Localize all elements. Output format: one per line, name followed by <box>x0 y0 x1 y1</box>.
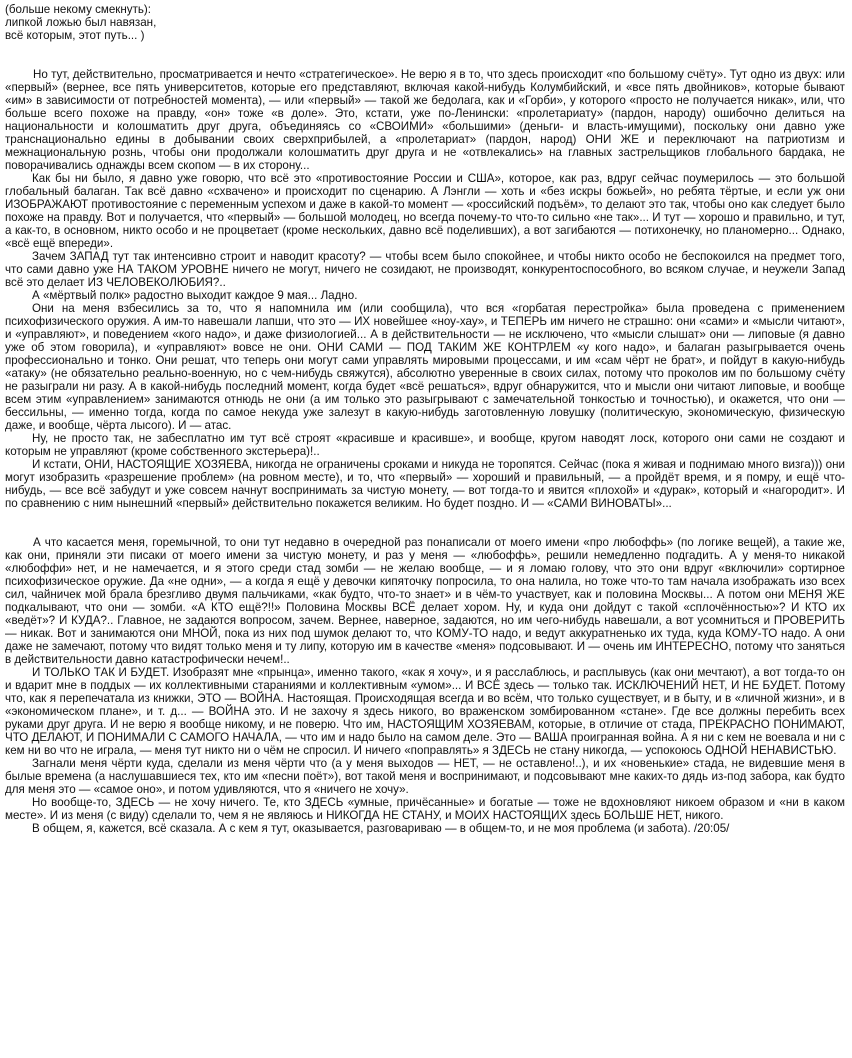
poem-line: (больше некому смекнуть): <box>5 3 152 16</box>
paragraph: Ну, не просто так, не забесплатно им тут всё строят «красивше и красивше», и вообще, кругом наводят лоск, которого они сами не создают и которым не управляют (кроме собственного экстерьера)!.. <box>5 432 845 458</box>
paragraph: В общем, я, кажется, всё сказала. А с кем я тут, оказывается, разговариваю — в общем-то, и не моя проблема (и забота). /20:05/ <box>32 822 730 835</box>
paragraph: Но тут, действительно, просматривается и нечто «стратегическое». Не верю я в то, что здесь происходит «по большому счёту». Тут одно из двух: или «первый» (вернее, все пять университетов, которые его представляют, включая какой-нибудь Колумбийский, и «все пять двойников», которые бывают «им» в зависимости от потребностей момента), — или «первый» — такой же бедолага, как и «Горби», у которого «просто не получается никак», или, что больше всего похоже на правду, «он» тоже «в доле». Это, кстати, уже по-Ленински: «пролетариату» (пардон, народу) ошибочно делиться на национальности и колошматить друг друга, объединяясь со «СВОИМИ» «большими» (деньги- и власть-имущими), поскольку они давно уже транснационально едины в добывании своих сверхприбылей, а «пролетариат» (пардон, народ) ОНИ ЖЕ и переключают на патриотизм и межнациональную рознь, чтобы они продолжали колошматить друг друга и не «отвлекались» на главных застрельщиков глобального бардака, не поворачивались однажды всем скопом — в их сторону... <box>5 68 845 172</box>
paragraph: И кстати, ОНИ, НАСТОЯЩИЕ ХОЗЯЕВА, никогда не ограничены сроками и никуда не торопятся. Сейчас (пока я живая и поднимаю много визга))) они могут изобразить «разрешение проблем» (на ровном месте), и то, что «первый» — хороший и правильный, — а пройдёт время, и я помру, и ещё что-нибудь, — все всё забудут и уже совсем начнут воспринимать за чистую монету, — вот тогда-то и явится «плохой» и «дурак», который и «нагородит». И по сравнению с ним нынешний «первый» действительно покажется великим. Но будет поздно. И — «САМИ ВИНОВАТЫ»... <box>5 458 845 510</box>
paragraph: Загнали меня чёрти куда, сделали из меня чёрти что (а у меня выходов — НЕТ, — не оставлено!..), и их «новенькие» стада, не видевшие меня в былые времена (а наслушавшиеся тех, кто им «песни поёт»), вот такой меня и воспринимают, и подсовывают мне каких-то дядь из-под забора, как будто для меня это — «самое оно», и потом удивляются, что я «ничего не хочу». <box>5 757 845 796</box>
paragraph: А «мёртвый полк» радостно выходит каждое 9 мая... Ладно. <box>32 289 358 302</box>
poem-line: всё которым, этот путь... ) <box>5 29 145 42</box>
poem-line: липкой ложью был навязан, <box>5 16 157 29</box>
paragraph: И ТОЛЬКО ТАК И БУДЕТ. Изобразят мне «прынца», именно такого, «как я хочу», и я расслаблюсь, и расплывусь (как они мечтают), а вот тогда-то он и вдарит мне в поддых — их коллективными стараниями и коллективным «умом»... И ВСЁ здесь — только так. ИСКЛЮЧЕНИЙ НЕТ, И НЕ БУДЕТ. Потому что, как я перепечатала из книжки, ЭТО — ВОЙНА. Настоящая. Происходящая всегда и во всём, что только существует, и в быту, и в «личной жизни», и в «экономическом плане», и т. д... — ВОЙНА это. И не захочу я здесь никого, во враженском зомбированном «стане». Где все должны перебить всех руками друг друга. И не верю я вообще никому, и не поверю. Что им, НАСТОЯЩИМ ХОЗЯЕВАМ, которые, в отличие от стада, ПРЕКРАСНО ПОНИМАЮТ, ЧТО ДЕЛАЮТ, И ПОНИМАЛИ С САМОГО НАЧАЛА, — что им и надо было на самом деле. Это — ВАША проигранная война. А я ни с кем не воевала и ни с кем ни во что не играла, — меня тут никто ни о чём не спросил. И ничего «поправлять» я ЗДЕСЬ не стану никогда, — успокоюсь ОДНОЙ НЕНАВИСТЬЮ. <box>5 666 845 757</box>
paragraph: А что касается меня, горемычной, то они тут недавно в очередной раз понаписали от моего имени «про любоффь» (по логике вещей), а такие же, как они, приняли эти писаки от моего имени за чистую монету, и раз у меня — «любоффь», решили немедленно подгадить. А у меня-то никакой «любоффи» нет, и не намечается, и я этого среди стад зомби — не желаю вообще, — и я ломаю голову, что это они вдруг «включили» сортирное психофизическое оружие. Да «не одни», — а когда я ещё у девочки кипяточку попросила, то она налила, но тоже что-то там начала изображать изо всех сил, чайничек мой брала брезгливо двумя пальчиками, «как будто, что-то знает» и в чём-то участвует, как и половина Москвы... А потом они МЕНЯ ЖЕ подкалывают, что они — зомби. «А КТО ещё?!!» Половина Москвы ВСЁ делает хором. Ну, и куда они дойдут с такой «сплочённостью»? И КТО их «ведёт»? И КУДА?.. Главное, не задаются вопросом, зачем. Вернее, наверное, задаются, но им чего-нибудь навешали, а вот усомниться и ПРОВЕРИТЬ — никак. Вот и занимаются они МНОЙ, пока из них под шумок делают то, что КОМУ-ТО надо, и ведут аккуратненько их туда, куда КОМУ-ТО надо. А они даже не замечают, потому что видят только меня и ту липу, которую им в качестве «меня» подсовывают. И — очень им ИНТЕРЕСНО, потому что заняться в действительности давно катастрофически нечем!.. <box>5 536 845 666</box>
paragraph: Зачем ЗАПАД тут так интенсивно строит и наводит красоту? — чтобы всем было спокойнее, и чтобы никто особо не беспокоился на предмет того, что сами давно уже НА ТАКОМ УРОВНЕ ничего не могут, ничего не созидают, не производят, конкурентоспособного, во всяком случае, и неужели Запад всё это делает ИЗ ЧЕЛОВЕКОЛЮБИЯ?.. <box>5 250 845 289</box>
paragraph: Но вообще-то, ЗДЕСЬ — не хочу ничего. Те, кто ЗДЕСЬ «умные, причёсанные» и богатые — тоже не вдохновляют никоем образом и «ни в каком месте». И из меня (с виду) сделали то, чем я не являюсь и НИКОГДА НЕ СТАНУ, и МОИХ НАСТОЯЩИХ здесь БОЛЬШЕ НЕТ, никого. <box>5 796 845 822</box>
paragraph: Как бы ни было, я давно уже говорю, что всё это «противостояние России и США», которое, как раз, вдруг сейчас поумерилось — это большой глобальный балаган. Так всё давно «схвачено» и происходит по сценарию. А Лэнгли — хоть и «без искры божьей», но ребята тёртые, и если уж они ИЗОБРАЖАЮТ противостояние с переменным успехом и даже в какой-то момент — «российский подъём», то делают это так, чтобы оно как следует было похоже на правду. Вот и получается, что «первый» — большой молодец, но всегда почему-то что-то сильно «не так»... И тут — хорошо и правильно, и тут, а как-то, в основном, никто особо и не процветает (кроме нескольких, давно всё поделивших), а вот загибаются — потихонечку, но планомерно... Однако, «всё ещё впереди». <box>5 172 845 250</box>
document <box>5 3 845 835</box>
paragraph: Они на меня взбесились за то, что я напомнила им (или сообщила), что вся «горбатая перестройка» была проведена с применением психофизического оружия. А им-то навешали лапши, что это — ИХ новейшее «ноу-хау», и ТЕПЕРЬ им ничего не страшно: они «сами» и «мысли читают», и «управляют», и поведением «кого надо», и даже физиологией... А в действительности — не исключено, что «мысли слышат» они — липовые (я давно уже об этом говорила), и «управляют» вовсе не они. ОНИ САМИ — ПОД ТАКИМ ЖЕ КОНТРЛЕМ «у кого надо», и балаган разыгрывается очень профессионально и тонко. Они решат, что теперь они могут сами управлять мировыми процессами, и им «сам чёрт не брат», и пойдут в какую-нибудь «атаку» (не обязательно реально-военную, но с чем-нибудь свяжутся), абсолютно уверенные в своих силах, потому что проколов им по большому счёту не разыграли ни разу. А в какой-нибудь последний момент, когда будет «всё решаться», вдруг обнаружится, что и мысли они читают липовые, и вообще всем этим «управлением» занимаются отнюдь не они (а им только это разыгрывают с замечательной тонкостью и точностью), и окажется, что они — бессильны, — именно тогда, когда по самое некуда уже залезут в какую-нибудь заготовленную ловушку (политическую, экономическую, физическую даже, и вообще, чёрта лысого). И — атас. <box>5 302 845 432</box>
article-body <box>5 68 845 835</box>
poem-fragment <box>5 3 845 42</box>
